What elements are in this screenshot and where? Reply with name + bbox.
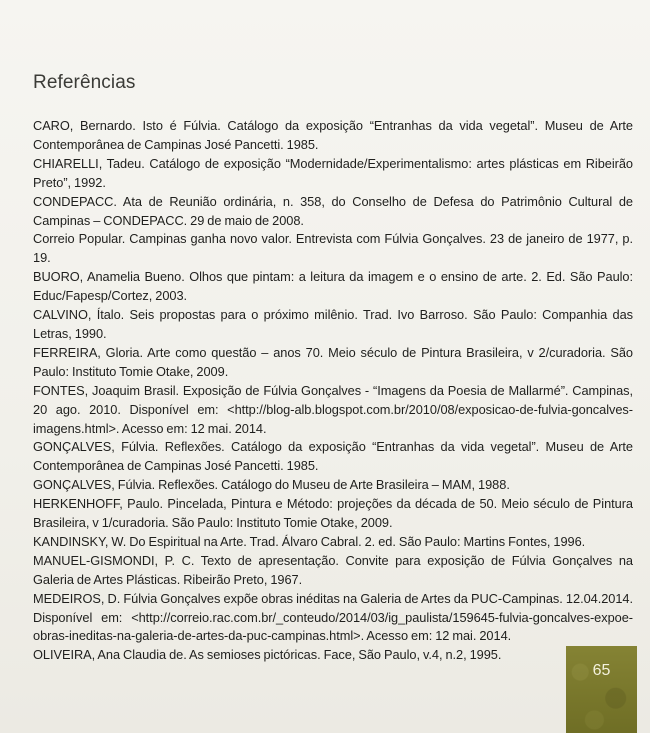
reference-entry: CALVINO, Ítalo. Seis propostas para o próximo milênio. Trad. Ivo Barroso. São Paulo: Companhia das Letras, 1990. — [33, 307, 633, 341]
reference-entry: GONÇALVES, Fúlvia. Reflexões. Catálogo do Museu de Arte Brasileira – MAM, 1988. — [33, 477, 510, 493]
reference-entry: FONTES, Joaquim Brasil. Exposição de Fúlvia Gonçalves - “Imagens da Poesia de Mallarmé”. Campinas, 20 ago. 2010. Disponível em: <http://blog-alb.blogspot.com.br/2010/08/exposicao-de-fulvia-goncalves-imagens.html>. Acesso em: 12 mai. 2014. — [33, 382, 633, 436]
reference-entry: MEDEIROS, D. Fúlvia Gonçalves expõe obras inéditas na Galeria de Artes da PUC-Campinas. 12.04.2014. Disponível em: <http://correio.rac.com.br/_conteudo/2014/03/ig_paulista/159645-fulvia-goncalves-expoe-obras-ineditas-na-galeria-de-artes-da-puc-campinas.html>. Acesso em: 12 mai. 2014. — [33, 590, 633, 644]
reference-entry: MANUEL-GISMONDI, P. C. Texto de apresentação. Convite para exposição de Fúlvia Gonçalves na Galeria de Artes Plásticas. Ribeirão Preto, 1967. — [33, 552, 633, 587]
reference-entry: KANDINSKY, W. Do Espiritual na Arte. Trad. Álvaro Cabral. 2. ed. São Paulo: Martins Fontes, 1996. — [33, 533, 586, 549]
reference-entry: FERREIRA, Gloria. Arte como questão – anos 70. Meio século de Pintura Brasileira, v 2/curadoria. São Paulo: Instituto Tomie Otake, 2009. — [33, 344, 633, 379]
reference-entry: HERKENHOFF, Paulo. Pincelada, Pintura e Método: projeções da década de 50. Meio século de Pintura Brasileira, v 1/curadoria. São Paulo: Instituto Tomie Otake, 2009. — [33, 496, 633, 531]
reference-entry: GONÇALVES, Fúlvia. Reflexões. Catálogo da exposição “Entranhas da vida vegetal”. Museu de Arte Contemporânea de Campinas José Pancetti. 1985. — [33, 439, 633, 474]
page-number: 65 — [592, 662, 611, 679]
reference-entry: OLIVEIRA, Ana Claudia de. As semioses pictóricas. Face, São Paulo, v.4, n.2, 1995. — [33, 647, 502, 663]
reference-entry: CARO, Bernardo. Isto é Fúlvia. Catálogo da exposição “Entranhas da vida vegetal”. Museu de Arte Contemporânea de Campinas José Pancetti. 1985. — [33, 118, 633, 152]
reference-entry: Correio Popular. Campinas ganha novo valor. Entrevista com Fúlvia Gonçalves. 23 de janeiro de 1977, p. 19. — [33, 231, 633, 266]
page-number-tab — [566, 646, 637, 733]
reference-list — [33, 117, 633, 665]
reference-entry: CONDEPACC. Ata de Reunião ordinária, n. 358, do Conselho de Defesa do Patrimônio Cultural de Campinas – CONDEPACC. 29 de maio de 2008. — [33, 193, 633, 228]
reference-entry: CHIARELLI, Tadeu. Catálogo de exposição “Modernidade/Experimentalismo: artes plásticas em Ribeirão Preto”, 1992. — [33, 155, 633, 190]
section-heading: Referências — [33, 72, 136, 93]
reference-entry: BUORO, Anamelia Bueno. Olhos que pintam: a leitura da imagem e o ensino de arte. 2. Ed. São Paulo: Educ/Fapesp/Cortez, 2003. — [33, 269, 633, 304]
